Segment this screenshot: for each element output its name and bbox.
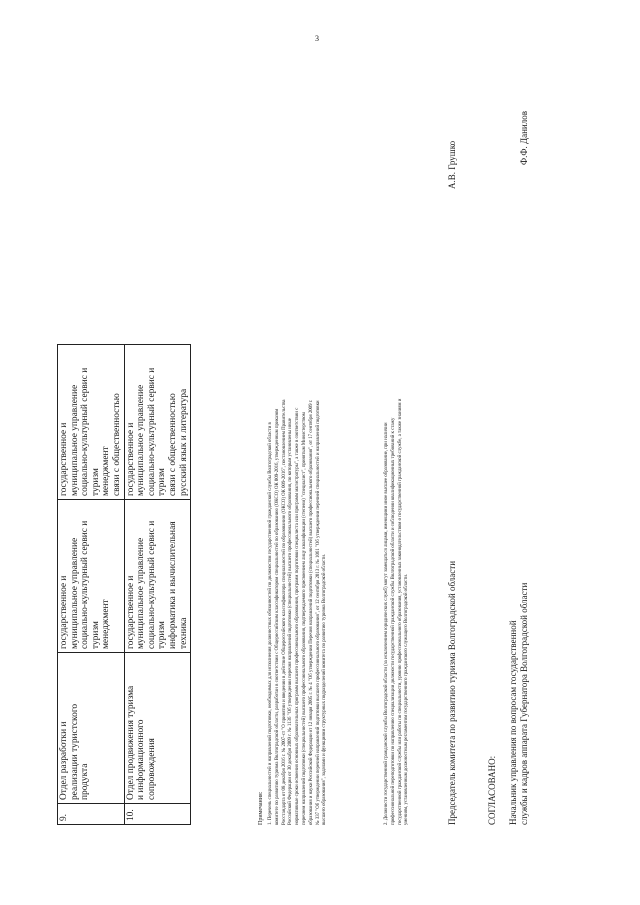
cell-line: муниципальное управление (69, 384, 80, 496)
specialty-cell-a (58, 500, 125, 653)
note-line: № 337 "Об утверждении перечней направлений подготовки высшего профессионального образования", от 12 сентября 2013 г. № 1061 "Об утверждении перечней специальностей и направлений подготовки (315, 400, 321, 825)
note-line: перечнем направлений подготовки (специальностей) высшего профессионального образования, подтверждаемого присвоением лицу квалификации (степени) "специалист", принятым Министерством (301, 412, 307, 825)
row-number: 9. (58, 804, 125, 825)
note-line: профессиональной переподготовки по направлению специализации должности государственной гражданской службы Волгоградской области и соблюдении квалификационных требований к стажу (390, 417, 396, 825)
cell-line: социально-культурный сервис и (80, 367, 91, 496)
note-line: Российской Федерации от 30 декабря 2009 г. № 1136 "Об утверждении перечня направлений подготовки (специальностей) высшего профессионального образования, по которым установлены иные (288, 418, 294, 825)
row-number: 10. (124, 804, 191, 825)
cell-line: социально-культурный сервис и (146, 367, 157, 496)
note-line: 2. Должности государственной гражданской службы Волгоградской области (за исключением юридических служб) могут замещаться лицами, имеющими иное высшее образование, при наличии (384, 422, 389, 825)
cell-line: менеджмент (101, 446, 112, 496)
note-line: высшего образования", задачами и функциями структурных подразделений комитета по развитию туризма Волгоградской области. (322, 553, 328, 825)
note-line: комитете по развитию туризма Волгоградской области, разработан в соответствии с Общероссийским классификатором специальностей по образованию (ОКСО) ОК 009-2016, утвержденным приказом (274, 408, 280, 825)
note-2 (384, 399, 411, 825)
cell-line: туризм (90, 621, 101, 649)
cell-line: туризм (157, 621, 168, 649)
head-signature-name: Ф.Ф. Данилов (519, 111, 529, 165)
cell-line: социально-культурный сервис и (146, 520, 157, 649)
head-title-line-2: службы и кадров аппарата Губернатора Волгоградской области (519, 582, 529, 825)
cell-line: и информационного (136, 719, 147, 800)
chair-signature-name: А.В. Грушко (447, 140, 457, 189)
table-row (58, 345, 125, 825)
note-line: образования и науки Российской Федерации от 12 января 2005 г. № 4 "Об утверждении Перечня направлений подготовки (специальностей) высшего профессионального образования", от 17 сентября 2009 г. (308, 399, 314, 825)
cell-line: информатика и вычислительная (167, 521, 178, 649)
head-title-line-1: Начальник управления по вопросам государственной (508, 620, 518, 825)
cell-line: муниципальное управление (69, 537, 80, 649)
cell-line: продукта (80, 763, 91, 800)
approved-label: СОГЛАСОВАНО: (487, 755, 497, 825)
cell-line: Отдел разработки и (59, 721, 69, 800)
notes-title: Примечания: (258, 791, 264, 825)
note-1 (268, 399, 329, 825)
cell-line: связи с общественностью (111, 393, 122, 496)
page-number: 3 (315, 34, 319, 43)
cell-line: государственное и (125, 422, 136, 496)
cell-line: государственное и (59, 575, 69, 649)
cell-line: связи с общественностью (167, 393, 178, 496)
cell-line: государственное и (125, 575, 136, 649)
cell-line: техника (178, 617, 189, 649)
cell-line: муниципальное управление (136, 537, 147, 649)
specialty-cell-a (124, 500, 191, 653)
chair-title: Председатель комитета по развитию туризма Волгоградской области (447, 560, 457, 825)
department-cell (124, 653, 191, 804)
department-cell (58, 653, 125, 804)
cell-line: менеджмент (101, 599, 112, 649)
note-line: 1. Перечень специальностей и направлений подготовки, необходимых для исполнения должностных обязанностей по должностям государственной гражданской службы Волгоградской области в (268, 422, 273, 825)
cell-line: сопровождения (146, 738, 157, 800)
cell-line: муниципальное управление (136, 384, 147, 496)
cell-line: реализации туристского (69, 703, 80, 800)
specialties-table (57, 344, 191, 825)
note-line: Росстандарта от 08 декабря 2016 г. № 2007-ст "О принятии и введении в действие Общероссийского классификатора специальностей по образованию (ОКСО) ОК 009-2016", постановлением Правительства (281, 399, 287, 825)
cell-line: социально-культурный сервис и (80, 520, 91, 649)
note-line: нормативные сроки освоения основных образовательных программ высшего профессионального образования, программ подготовки специалиста или программ магистратуры", а также в соответствии с (295, 407, 301, 825)
cell-line: туризм (90, 468, 101, 496)
note-line: умениям, установленным должностным регламентом государственного гражданского служащего Волгоградской области. (404, 573, 410, 825)
specialty-cell-b (58, 345, 125, 500)
note-line: государственной гражданской службы или работы по специальности, уровню профессионального образования, установленных законодательством о государственной гражданской службе, а также знаниям и (397, 398, 403, 825)
cell-line: Отдел продвижения туризма (125, 685, 136, 800)
table-row (124, 345, 191, 825)
cell-line: государственное и (59, 422, 69, 496)
cell-line: русский язык и литература (178, 388, 189, 496)
specialty-cell-b (124, 345, 191, 500)
cell-line: туризм (157, 468, 168, 496)
